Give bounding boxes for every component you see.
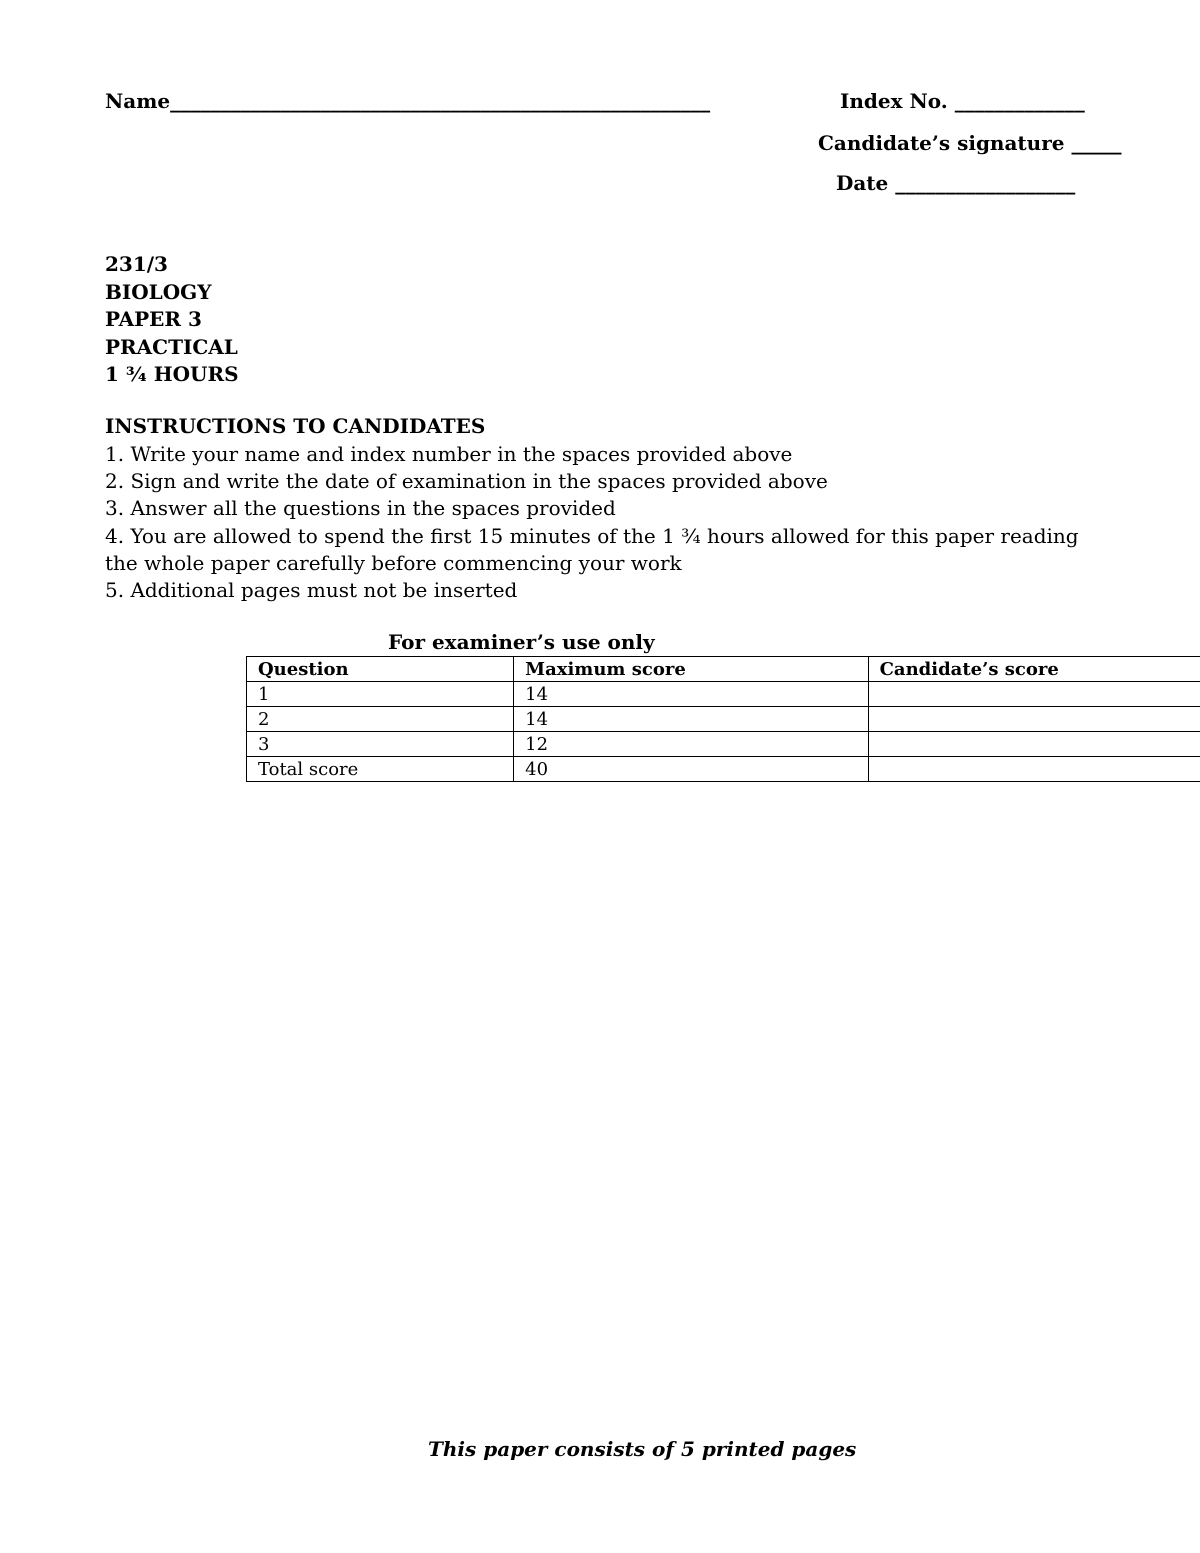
paper-duration: 1 ¾ HOURS — [105, 362, 239, 386]
candidate-score-cell[interactable] — [868, 707, 1200, 732]
header-question: Question — [247, 657, 514, 682]
table-header-row — [247, 657, 1200, 682]
page-count-note: This paper consists of 5 printed pages — [428, 1437, 857, 1461]
instruction-item: 2. Sign and write the date of examination in the spaces provided above — [105, 469, 828, 494]
instruction-item: 1. Write your name and index number in the spaces provided above — [105, 442, 793, 466]
question-cell: 2 — [247, 707, 514, 732]
header-maximum-score: Maximum score — [514, 657, 868, 682]
table-row — [247, 682, 1200, 707]
table-row-total — [247, 757, 1200, 782]
instruction-item: 5. Additional pages must not be inserted — [105, 578, 518, 603]
examiner-score-table — [246, 656, 1200, 782]
paper-type: PRACTICAL — [105, 334, 238, 359]
instructions-list — [105, 441, 1115, 604]
total-candidate-score-cell[interactable] — [868, 757, 1200, 782]
date-field-label: Date __________________ — [836, 171, 1076, 195]
table-row — [247, 707, 1200, 732]
examiner-table-caption: For examiner’s use only — [388, 630, 655, 654]
total-label-cell: Total score — [247, 757, 514, 782]
instructions-title: INSTRUCTIONS TO CANDIDATES — [105, 414, 486, 438]
max-score-cell: 14 — [514, 682, 868, 707]
paper-info-block — [105, 251, 239, 389]
total-max-score-cell: 40 — [514, 757, 868, 782]
header-candidate-score: Candidate’s score — [868, 657, 1200, 682]
candidate-score-cell[interactable] — [868, 732, 1200, 757]
candidate-score-cell[interactable] — [868, 682, 1200, 707]
paper-number: PAPER 3 — [105, 307, 202, 331]
index-number-field-label: Index No. _____________ — [840, 89, 1085, 113]
paper-subject: BIOLOGY — [105, 279, 212, 304]
instruction-item: 4. You are allowed to spend the first 15 minutes of the 1 ¾ hours allowed for this paper reading the whole paper carefully before commencing your work — [105, 523, 1079, 575]
candidate-signature-field-label: Candidate’s signature _____ — [818, 131, 1122, 155]
question-cell: 1 — [247, 682, 514, 707]
name-field-label: Name______________________________________________________ — [105, 89, 711, 113]
max-score-cell: 14 — [514, 707, 868, 732]
instruction-item: 3. Answer all the questions in the spaces provided — [105, 496, 616, 521]
max-score-cell: 12 — [514, 732, 868, 757]
table-row — [247, 732, 1200, 757]
paper-code: 231/3 — [105, 252, 168, 276]
question-cell: 3 — [247, 732, 514, 757]
